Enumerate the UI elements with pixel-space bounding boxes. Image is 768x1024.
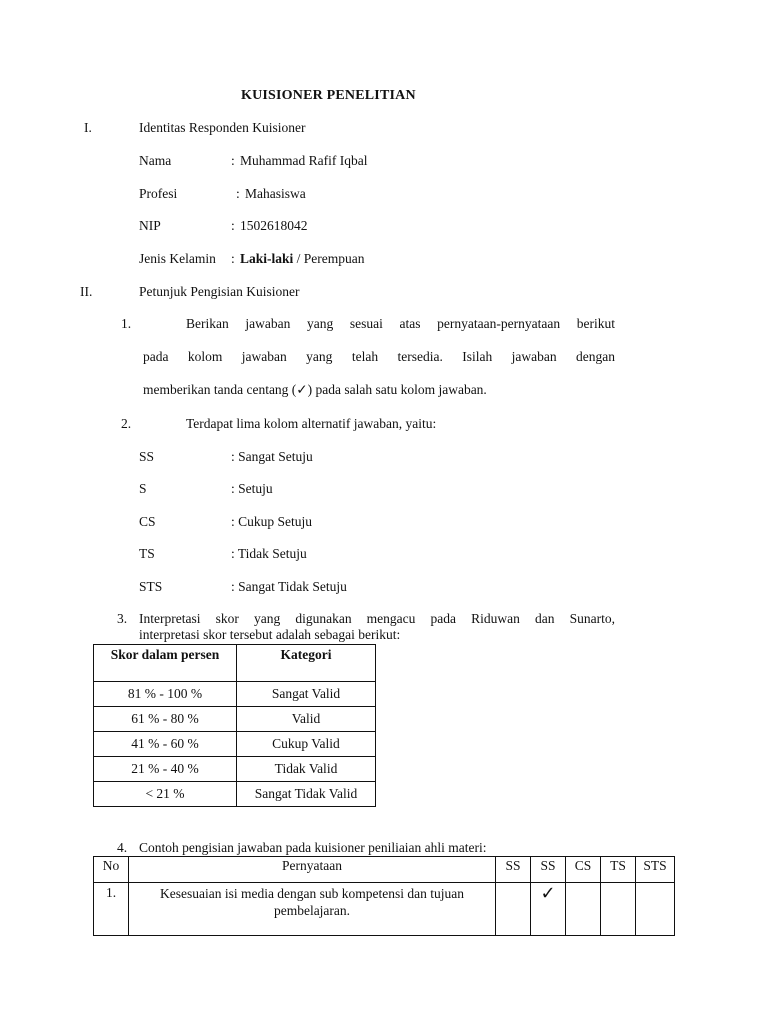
table-cell: 21 % - 40 % [94,757,237,782]
table-cell: Tidak Valid [237,757,376,782]
item-2-text: Terdapat lima kolom alternatif jawaban, yaitu: [186,416,437,431]
row-number: 1. [94,883,129,936]
field-gender-sep: : [231,251,235,266]
column-header-ss: SS [531,857,566,883]
score-interpretation-table [93,644,376,807]
option-code: STS [139,579,163,594]
table-cell: 81 % - 100 % [94,682,237,707]
item-3-line-1: Interpretasi skor yang digunakan mengacu pada Riduwan dan Sunarto, [139,611,615,626]
option-code: SS [139,449,155,464]
item-4-number: 4. [117,840,128,855]
item-1-number: 1. [121,316,132,331]
column-header-sts: STS [636,857,675,883]
table-row [94,707,376,732]
field-gender-label: Jenis Kelamin [139,251,216,266]
answer-cell-ss-checked[interactable] [531,883,566,936]
option-code: S [139,481,147,496]
table-cell: 41 % - 60 % [94,732,237,757]
option-code: TS [139,546,155,561]
section-2-heading: Petunjuk Pengisian Kuisioner [139,284,300,299]
gender-other: / Perempuan [293,251,365,266]
checkmark-icon: ✓ [540,883,556,904]
item-1-line-2: pada kolom jawaban yang telah tersedia. Isilah jawaban dengan [143,349,615,364]
option-desc: : Tidak Setuju [231,546,307,561]
field-profesi-sep: : [236,186,240,201]
answer-cell-ss[interactable] [496,883,531,936]
column-header-no: No [94,857,129,883]
field-nama-value: Muhammad Rafif Iqbal [240,153,368,168]
item-1-line-3: memberikan tanda centang (✓) pada salah satu kolom jawaban. [143,382,487,397]
field-nip-sep: : [231,218,235,233]
section-2-numeral: II. [80,284,93,299]
table-header-row [94,645,376,682]
table-row [94,782,376,807]
answer-cell-sts[interactable] [636,883,675,936]
field-nip-label: NIP [139,218,161,233]
column-header-ts: TS [601,857,636,883]
table-cell: Cukup Valid [237,732,376,757]
column-header-cs: CS [566,857,601,883]
field-nama-sep: : [231,153,235,168]
table-cell: < 21 % [94,782,237,807]
option-desc: : Sangat Setuju [231,449,313,464]
field-nama-label: Nama [139,153,172,168]
item-2-number: 2. [121,416,132,431]
example-answer-table [93,856,675,936]
option-desc: : Setuju [231,481,273,496]
document-title: KUISIONER PENELITIAN [241,88,416,103]
column-header-ss: SS [496,857,531,883]
option-code: CS [139,514,156,529]
field-profesi-value: Mahasiswa [245,186,306,201]
answer-cell-cs[interactable] [566,883,601,936]
table-row [94,682,376,707]
column-header: Kategori [237,645,376,682]
item-3-line-2: interpretasi skor tersebut adalah sebagai berikut: [139,627,401,642]
table-header-row [94,857,675,883]
column-header-statement: Pernyataan [129,857,496,883]
table-row [94,757,376,782]
item-3-number: 3. [117,611,128,626]
item-1-line-1: Berikan jawaban yang sesuai atas pernyataan-pernyataan berikut [186,316,615,331]
field-profesi-label: Profesi [139,186,178,201]
gender-selected: Laki-laki [240,251,294,266]
table-row [94,883,675,936]
answer-cell-ts[interactable] [601,883,636,936]
option-desc: : Sangat Tidak Setuju [231,579,347,594]
section-1-heading: Identitas Responden Kuisioner [139,120,306,135]
item-4-text: Contoh pengisian jawaban pada kuisioner peniliaian ahli materi: [139,840,487,855]
field-gender-value [240,251,365,267]
section-1-numeral: I. [84,120,92,135]
table-cell: 61 % - 80 % [94,707,237,732]
field-nip-value: 1502618042 [240,218,308,233]
table-cell: Sangat Tidak Valid [237,782,376,807]
table-row [94,732,376,757]
table-cell: Sangat Valid [237,682,376,707]
row-statement: Kesesuaian isi media dengan sub kompetensi dan tujuan pembelajaran. [129,883,496,936]
table-cell: Valid [237,707,376,732]
column-header: Skor dalam persen [94,645,237,682]
option-desc: : Cukup Setuju [231,514,313,529]
